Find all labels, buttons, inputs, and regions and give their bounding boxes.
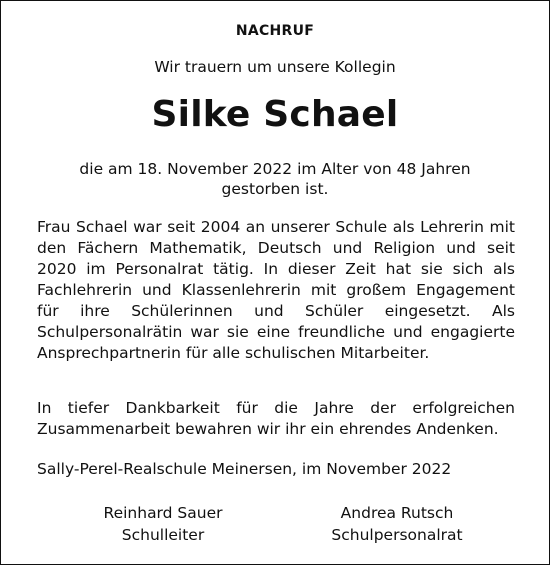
gratitude-paragraph	[37, 398, 515, 440]
signatory-role: Schulleiter	[121, 526, 205, 544]
signatory-name: Reinhard Sauer	[103, 504, 223, 522]
death-line: die am 18. November 2022 im Alter von 48 Jahren	[79, 160, 471, 178]
signatory-staff-council	[297, 502, 497, 546]
paragraph-line: Schulpersonalrätin war sie eine freundliche und engagierte	[37, 323, 515, 341]
death-line: gestorben ist.	[221, 180, 329, 198]
paragraph-line: 2020 im Personalrat tätig. In dieser Zeit hat sie sich als	[37, 260, 515, 278]
place-date: Sally-Perel-Realschule Meinersen, im November 2022	[37, 460, 452, 478]
paragraph-line: Ansprechpartnerin für alle schulischen Mitarbeiter.	[37, 344, 430, 362]
paragraph-line: den Fächern Mathematik, Deutsch und Religion und seit	[37, 239, 515, 257]
signatory-principal	[63, 502, 263, 546]
death-details	[1, 159, 549, 199]
paragraph-line: Fachlehrerin und Klassenlehrerin mit großem Engagement	[37, 281, 515, 299]
deceased-name: Silke Schael	[151, 94, 399, 135]
tribute-paragraph	[37, 217, 515, 364]
paragraph-line: für ihre Schülerinnen und Schüler eingesetzt. Als	[37, 302, 515, 320]
notice-heading: NACHRUF	[235, 23, 315, 39]
signatory-name: Andrea Rutsch	[340, 504, 454, 522]
paragraph-line: Zusammenarbeit bewahren wir ihr ein ehrendes Andenken.	[37, 420, 499, 438]
intro-text: Wir trauern um unsere Kollegin	[154, 58, 396, 76]
paragraph-line: In tiefer Dankbarkeit für die Jahre der erfolgreichen	[37, 399, 515, 417]
signatory-role: Schulpersonalrat	[331, 526, 463, 544]
paragraph-line: Frau Schael war seit 2004 an unserer Schule als Lehrerin mit	[37, 218, 515, 236]
